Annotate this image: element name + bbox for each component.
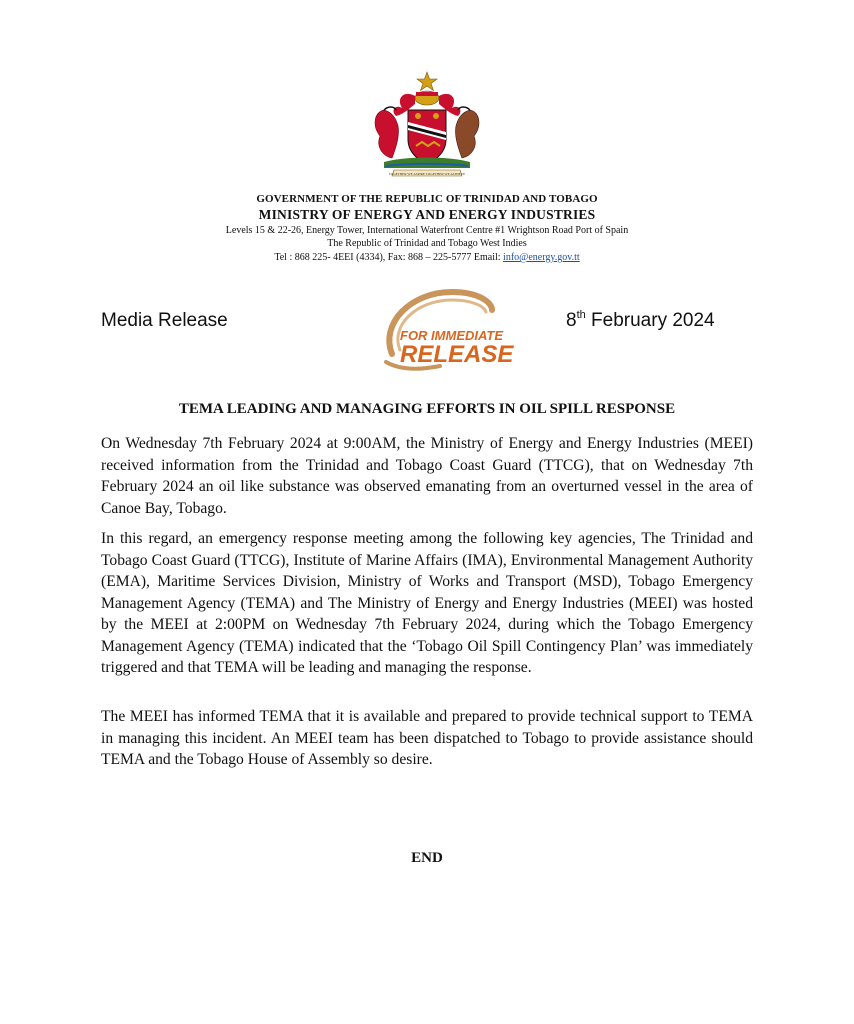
ministry-contact	[0, 252, 854, 263]
body-paragraph-1: On Wednesday 7th February 2024 at 9:00AM, the Ministry of Energy and Energy Industries (MEEI) received information from the Trinidad and Tobago Coast Guard (TTCG), that on Wednesday 7th February 2024 an oil like substance was observed emanating from an overturned vessel in the area of Canoe Bay, Tobago.	[101, 435, 753, 517]
release-title: TEMA LEADING AND MANAGING EFFORTS IN OIL SPILL RESPONSE	[178, 401, 676, 417]
end-marker: END	[411, 850, 443, 866]
coat-of-arms-icon	[366, 70, 488, 180]
ministry-address: Levels 15 & 22-26, Energy Tower, International Waterfront Centre #1 Wrightson Road Port of Spain	[225, 225, 629, 236]
government-heading: GOVERNMENT OF THE REPUBLIC OF TRINIDAD AND TOBAGO	[256, 193, 598, 205]
release-date-day: 8	[566, 310, 577, 331]
release-logo-top: FOR IMMEDIATE	[400, 328, 504, 343]
coat-motto: TOGETHER WE ASPIRE TOGETHER WE ACHIEVE	[388, 171, 466, 176]
contact-email-link[interactable]: info@energy.gov.tt	[503, 252, 580, 263]
body-paragraph-2: In this regard, an emergency response meeting among the following key agencies, The Trinidad and Tobago Coast Guard (TTCG), Institute of Marine Affairs (IMA), Environmental Management Authority (EMA), Maritime Services Division, Ministry of Works and Transport (MSD), Tobago Emergency Management Agency (TEMA) and The Ministry of Energy and Energy Industries (MEEI) was hosted by the MEEI at 2:00PM on Wednesday 7th February 2024, during which the Tobago Emergency Management Agency (TEMA) indicated that the ‘Tobago Oil Spill Contingency Plan’ was immediately triggered and that TEMA will be leading and managing the response.	[101, 530, 753, 676]
release-logo-bottom: RELEASE	[400, 341, 514, 368]
release-date	[566, 310, 715, 332]
release-date-suffix: th	[576, 309, 586, 321]
ministry-country: The Republic of Trinidad and Tobago West Indies	[327, 238, 527, 249]
body-paragraph-3: The MEEI has informed TEMA that it is available and prepared to provide technical support to TEMA in managing this incident. An MEEI team has been dispatched to Tobago to provide assistance should TEMA and the Tobago House of Assembly so desire.	[101, 708, 753, 768]
ministry-heading: MINISTRY OF ENERGY AND ENERGY INDUSTRIES	[258, 207, 596, 222]
contact-phone-fax: Tel : 868 225- 4EEI (4334), Fax: 868 – 225-5777 Email:	[274, 252, 504, 263]
release-logo-icon	[360, 284, 520, 374]
media-release-label: Media Release	[101, 310, 228, 331]
release-date-rest: February 2024	[585, 310, 715, 331]
